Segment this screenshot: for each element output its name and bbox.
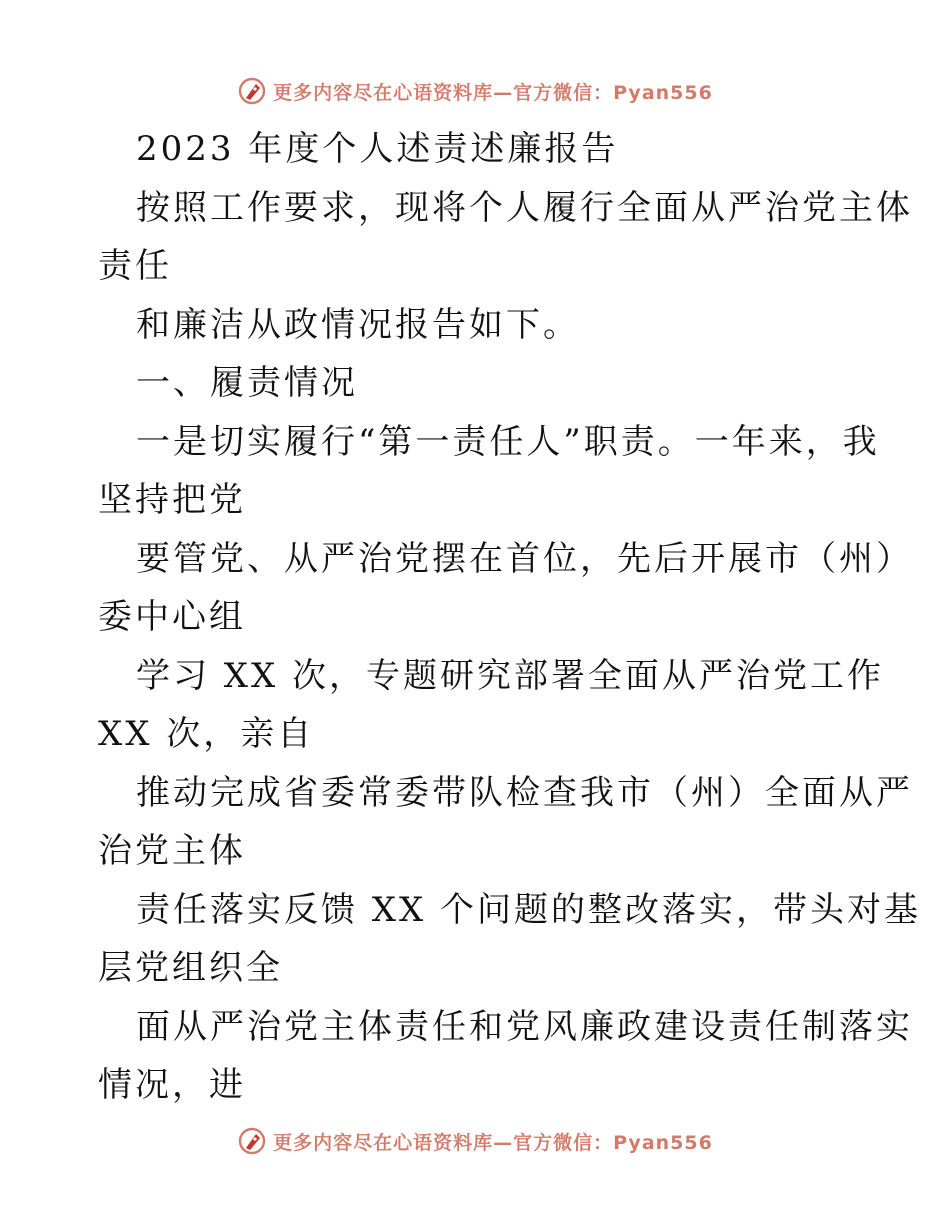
paragraph-line: 委中心组 bbox=[98, 597, 246, 637]
paragraph-line: 治党主体 bbox=[98, 831, 246, 871]
footer-banner-text: 更多内容尽在心语资料库—官方微信：Pyan556 bbox=[273, 1131, 713, 1154]
paragraph-line: 一、履责情况 bbox=[136, 363, 358, 403]
header-banner bbox=[0, 71, 950, 111]
paragraph-line: 责任 bbox=[98, 246, 172, 286]
paragraph-line: 学习 XX 次，专题研究部署全面从严治党工作 bbox=[136, 655, 885, 696]
footer-banner bbox=[0, 1121, 950, 1161]
paragraph-line: 要管党、从严治党摆在首位，先后开展市（州） bbox=[136, 538, 913, 579]
paragraph-line: 坚持把党 bbox=[98, 480, 246, 520]
paragraph-line: 面从严治党主体责任和党风廉政建设责任制落实 bbox=[136, 1006, 913, 1047]
pen-nib-logo-icon bbox=[237, 1126, 267, 1156]
header-banner-text: 更多内容尽在心语资料库—官方微信：Pyan556 bbox=[273, 81, 713, 104]
paragraph-line: 一是切实履行“第一责任人”职责。一年来，我 bbox=[136, 421, 880, 462]
paragraph-line: 层党组织全 bbox=[98, 948, 283, 988]
document-title: 2023 年度个人述责述廉报告 bbox=[136, 129, 619, 169]
paragraph-line: XX 次，亲自 bbox=[98, 714, 315, 754]
pen-nib-logo-icon bbox=[237, 76, 267, 106]
paragraph-line: 情况，进 bbox=[98, 1065, 246, 1105]
document-body bbox=[98, 120, 922, 1115]
paragraph-line: 推动完成省委常委带队检查我市（州）全面从严 bbox=[136, 772, 913, 813]
paragraph-line: 按照工作要求，现将个人履行全面从严治党主体 bbox=[136, 187, 913, 228]
paragraph-line: 责任落实反馈 XX 个问题的整改落实，带头对基 bbox=[136, 889, 922, 930]
paragraph-line: 和廉洁从政情况报告如下。 bbox=[136, 304, 580, 345]
